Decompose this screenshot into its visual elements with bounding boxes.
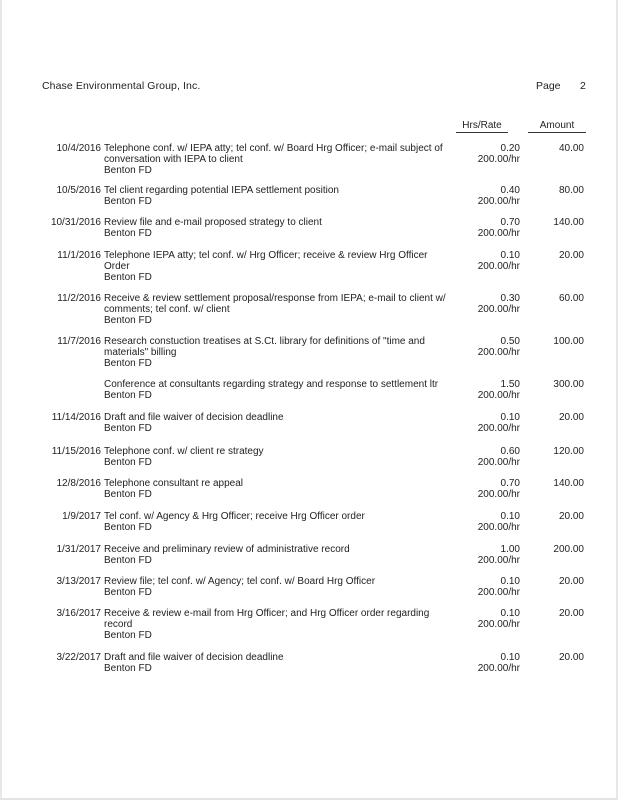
entry-rate: 200.00/hr	[477, 663, 520, 674]
entry-attorney: Benton FD	[104, 522, 152, 533]
column-header-hours-rate: Hrs/Rate	[456, 120, 508, 133]
entry-attorney: Benton FD	[104, 358, 152, 369]
entry-description-text: Telephone IEPA atty; tel conf. w/ Hrg Officer; receive & review Hrg Officer Order	[104, 250, 428, 272]
entry-rate: 200.00/hr	[477, 619, 520, 630]
entry-date: 11/1/2016	[57, 250, 101, 261]
entry-hours: 0.10	[500, 412, 520, 423]
entry-hours-rate	[460, 478, 520, 500]
entry-amount: 20.00	[558, 412, 584, 423]
entry-description-text: Receive & review settlement proposal/response from IEPA; e-mail to client w/ comments; tel conf. w/ client	[104, 293, 446, 315]
entry-description	[104, 250, 450, 283]
entry-date: 10/5/2016	[56, 185, 101, 196]
entry-hours-rate	[460, 336, 520, 358]
entry-hours: 0.10	[500, 652, 520, 663]
entry-rate: 200.00/hr	[477, 522, 520, 533]
entry-amount: 200.00	[553, 544, 584, 555]
entry-hours-rate	[460, 412, 520, 434]
entry-rate: 200.00/hr	[477, 587, 520, 598]
entry-amount: 80.00	[558, 185, 584, 196]
entry-description	[104, 379, 450, 401]
entry-description	[104, 511, 450, 533]
entry-amount: 20.00	[558, 652, 584, 663]
entry-rate: 200.00/hr	[477, 261, 520, 272]
entry-description-text: Research constuction treatises at S.Ct. library for definitions of "time and materials" billing	[104, 336, 425, 358]
entry-date: 3/22/2017	[56, 652, 101, 663]
entry-hours-rate	[460, 576, 520, 598]
entry-date: 1/31/2017	[56, 544, 101, 555]
page-number: 2	[580, 80, 586, 92]
entry-hours: 1.00	[500, 544, 520, 555]
entry-rate: 200.00/hr	[477, 228, 520, 239]
entry-rate: 200.00/hr	[477, 347, 520, 358]
entry-amount: 120.00	[553, 446, 584, 457]
entry-description-text: Draft and file waiver of decision deadline	[104, 652, 284, 663]
entry-description	[104, 412, 450, 434]
entry-amount: 20.00	[558, 250, 584, 261]
entry-hours-rate	[460, 652, 520, 674]
entry-hours: 0.10	[500, 608, 520, 619]
entry-hours: 0.40	[500, 185, 520, 196]
entry-amount: 140.00	[553, 217, 584, 228]
entry-attorney: Benton FD	[104, 489, 152, 500]
entry-hours-rate	[460, 446, 520, 468]
entry-hours-rate	[460, 379, 520, 401]
entry-hours: 0.30	[500, 293, 520, 304]
entry-rate: 200.00/hr	[477, 555, 520, 566]
firm-name: Chase Environmental Group, Inc.	[42, 80, 201, 92]
entry-rate: 200.00/hr	[477, 196, 520, 207]
entry-date: 3/16/2017	[56, 608, 101, 619]
entry-rate: 200.00/hr	[477, 154, 520, 165]
entry-hours-rate	[460, 608, 520, 630]
entry-attorney: Benton FD	[104, 587, 152, 598]
entry-amount: 60.00	[558, 293, 584, 304]
entry-hours: 0.10	[500, 250, 520, 261]
entry-description	[104, 217, 450, 239]
entry-rate: 200.00/hr	[477, 489, 520, 500]
entry-hours-rate	[460, 143, 520, 165]
entry-date: 10/31/2016	[50, 217, 101, 228]
entry-hours: 0.60	[500, 446, 520, 457]
entry-description-text: Telephone conf. w/ IEPA atty; tel conf. w/ Board Hrg Officer; e-mail subject of conversation with IEPA to client	[104, 143, 443, 165]
entry-attorney: Benton FD	[104, 457, 152, 468]
entry-amount: 40.00	[558, 143, 584, 154]
entry-hours-rate	[460, 185, 520, 207]
entry-attorney: Benton FD	[104, 196, 152, 207]
entry-date: 11/14/2016	[51, 412, 101, 423]
column-header-amount: Amount	[528, 120, 586, 133]
entry-date: 1/9/2017	[62, 511, 101, 522]
entry-date: 11/7/2016	[57, 336, 101, 347]
entry-hours: 0.50	[500, 336, 520, 347]
entry-attorney: Benton FD	[104, 630, 152, 641]
entry-attorney: Benton FD	[104, 423, 152, 434]
entry-amount: 300.00	[553, 379, 584, 390]
entry-description-text: Receive and preliminary review of administrative record	[104, 544, 350, 555]
entry-date: 11/2/2016	[57, 293, 101, 304]
entry-amount: 140.00	[553, 478, 584, 489]
entry-hours-rate	[460, 217, 520, 239]
entry-hours-rate	[460, 544, 520, 566]
entry-rate: 200.00/hr	[477, 390, 520, 401]
entry-description-text: Conference at consultants regarding strategy and response to settlement ltr	[104, 379, 439, 390]
entry-description	[104, 544, 450, 566]
entry-description-text: Telephone consultant re appeal	[104, 478, 243, 489]
entry-date: 12/8/2016	[56, 478, 101, 489]
entry-hours: 0.70	[500, 478, 520, 489]
entry-date: 3/13/2017	[56, 576, 101, 587]
entry-attorney: Benton FD	[104, 315, 152, 326]
entry-description-text: Review file; tel conf. w/ Agency; tel conf. w/ Board Hrg Officer	[104, 576, 376, 587]
entry-rate: 200.00/hr	[477, 423, 520, 434]
entry-description-text: Receive & review e-mail from Hrg Officer; and Hrg Officer order regarding record	[104, 608, 430, 630]
entry-description	[104, 608, 450, 641]
entry-hours: 1.50	[500, 379, 520, 390]
entry-hours: 0.20	[500, 143, 520, 154]
entry-description	[104, 576, 450, 598]
entry-attorney: Benton FD	[104, 663, 152, 674]
entry-amount: 100.00	[553, 336, 584, 347]
entry-description-text: Review file and e-mail proposed strategy to client	[104, 217, 322, 228]
entry-attorney: Benton FD	[104, 555, 152, 566]
entry-hours: 0.10	[500, 511, 520, 522]
entry-hours: 0.70	[500, 217, 520, 228]
entry-amount: 20.00	[558, 511, 584, 522]
entry-attorney: Benton FD	[104, 228, 152, 239]
entry-description	[104, 478, 450, 500]
entry-date: 10/4/2016	[56, 143, 101, 154]
entry-rate: 200.00/hr	[477, 304, 520, 315]
entry-rate: 200.00/hr	[477, 457, 520, 468]
entry-amount: 20.00	[558, 608, 584, 619]
entry-description	[104, 143, 450, 176]
entry-description-text: Tel conf. w/ Agency & Hrg Officer; receive Hrg Officer order	[104, 511, 365, 522]
entry-description	[104, 446, 450, 468]
entry-description	[104, 293, 450, 326]
entry-hours-rate	[460, 250, 520, 272]
entry-amount: 20.00	[558, 576, 584, 587]
entry-hours: 0.10	[500, 576, 520, 587]
entry-date: 11/15/2016	[51, 446, 101, 457]
entry-description-text: Tel client regarding potential IEPA settlement position	[104, 185, 339, 196]
entry-description	[104, 185, 450, 207]
entry-description	[104, 652, 450, 674]
entry-attorney: Benton FD	[104, 390, 152, 401]
entry-description-text: Draft and file waiver of decision deadline	[104, 412, 284, 423]
entry-description-text: Telephone conf. w/ client re strategy	[104, 446, 264, 457]
page-label: Page	[536, 80, 561, 92]
entry-description	[104, 336, 450, 369]
entry-attorney: Benton FD	[104, 272, 152, 283]
entry-hours-rate	[460, 293, 520, 315]
entry-hours-rate	[460, 511, 520, 533]
entry-attorney: Benton FD	[104, 165, 152, 176]
